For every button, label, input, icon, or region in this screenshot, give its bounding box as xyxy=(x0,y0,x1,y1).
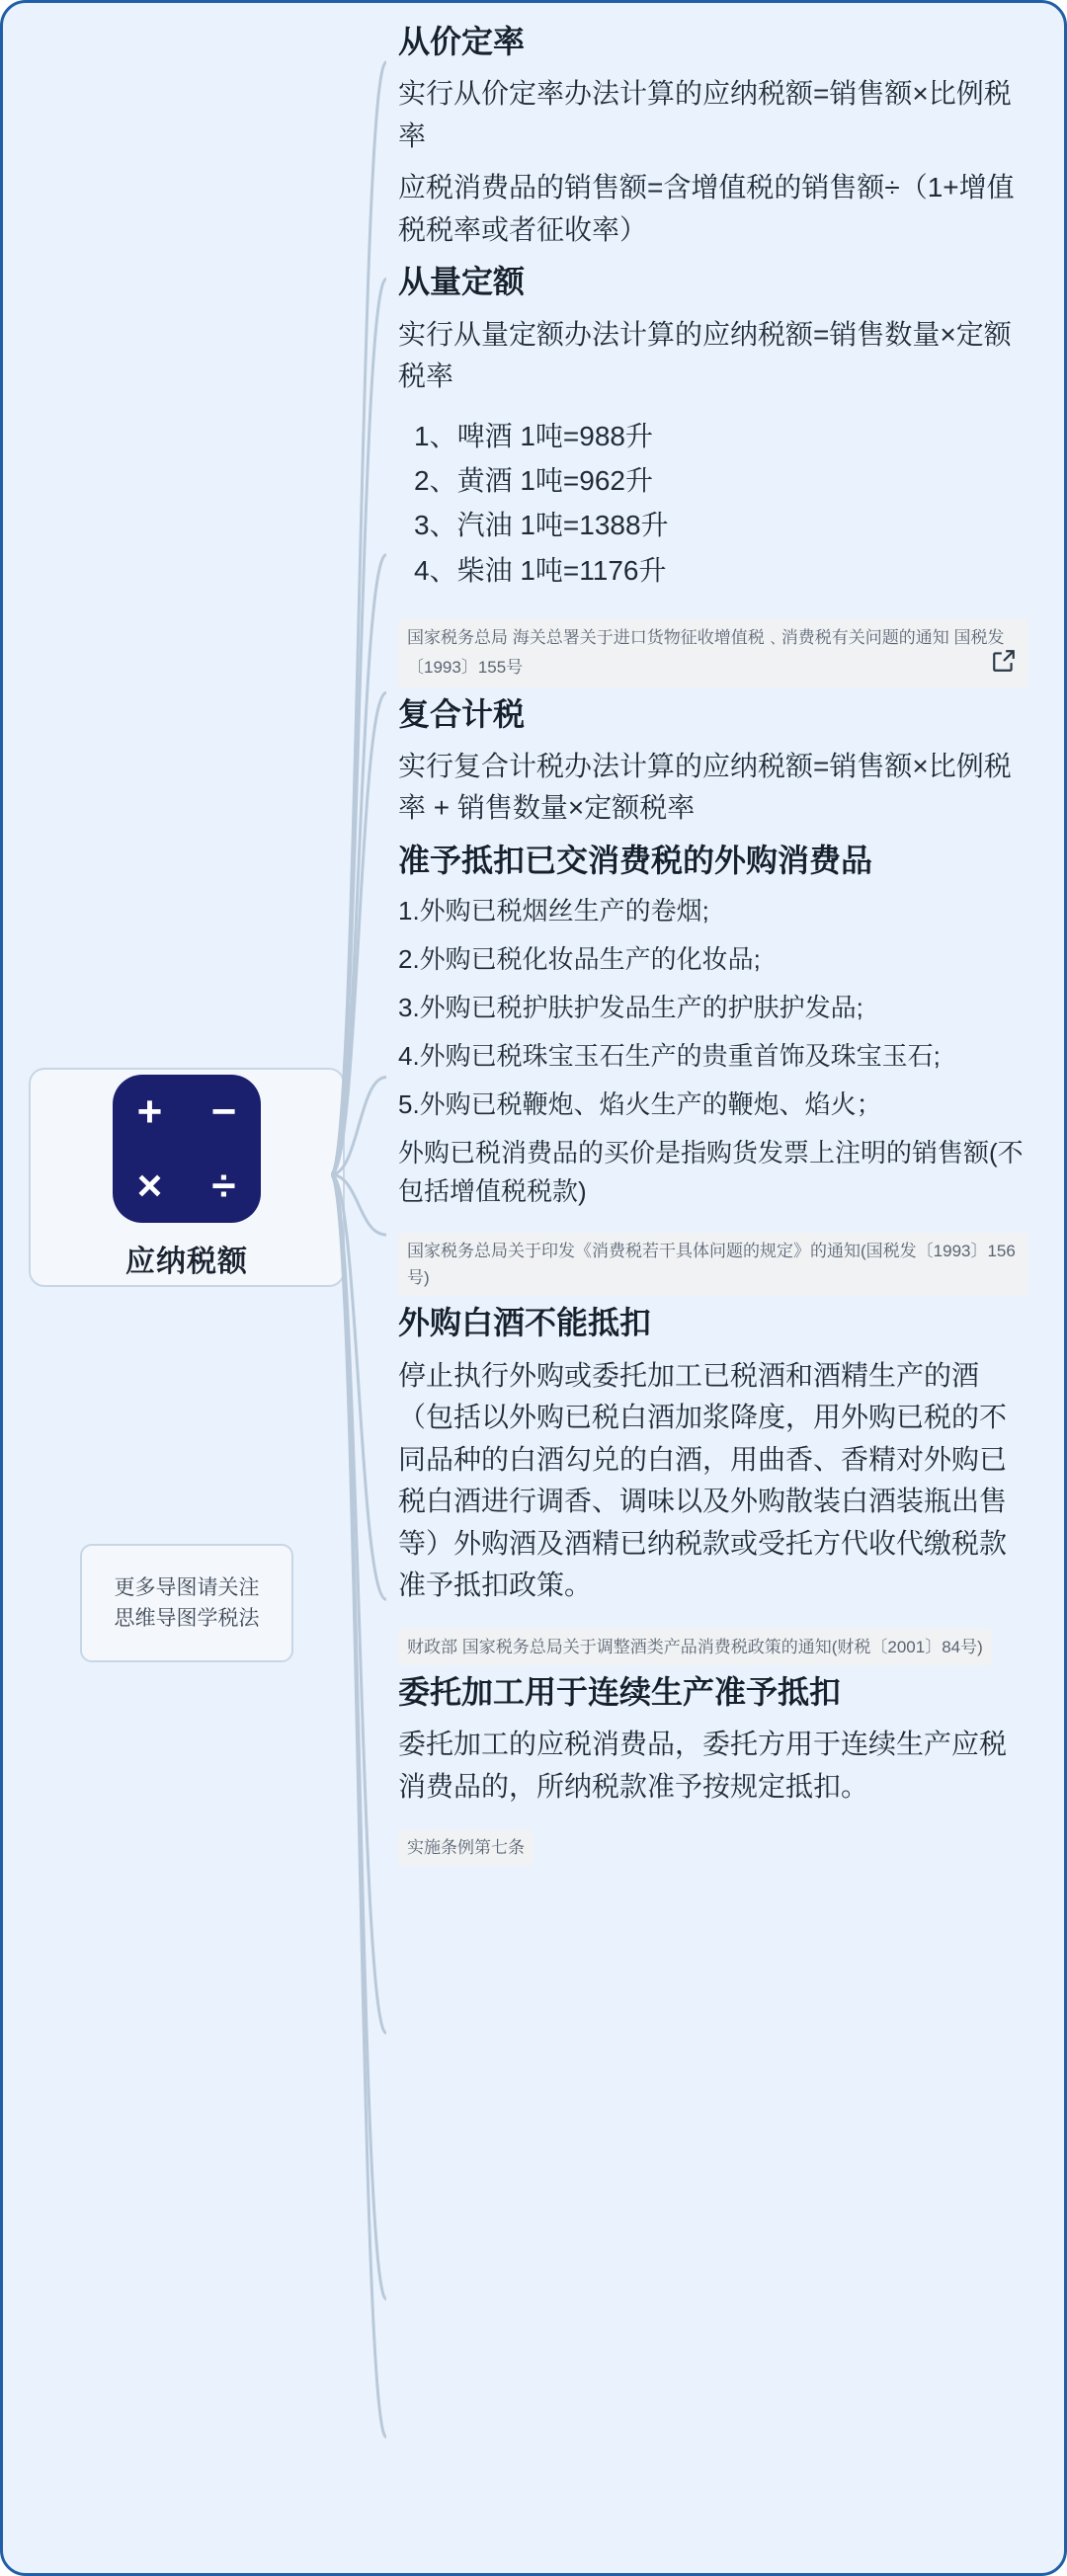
list-item: 2、黄酒 1吨=962升 xyxy=(414,465,653,497)
section-paragraph: 5.外购已税鞭炮、焰火生产的鞭炮、焰火； xyxy=(398,1089,882,1120)
section-paragraph: 实行复合计税办法计算的应纳税额=销售额×比例税率 + 销售数量×定额税率 xyxy=(398,750,1012,824)
left-node-column xyxy=(23,3,339,2573)
section-从量定额 xyxy=(386,261,1030,692)
section-委托加工用于连续生产准予抵扣 xyxy=(386,1671,1030,1872)
section-paragraph: 应税消费品的销售额=含增值税的销售额÷（1+增值税税率或者征收率） xyxy=(398,172,1015,245)
citation: 国家税务总局关于印发《消费税若干具体问题的规定》的通知(国税发〔1993〕156号) xyxy=(398,1233,1028,1296)
root-node-label: 应纳税额 xyxy=(125,1246,248,1278)
section-paragraph: 停止执行外购或委托加工已税酒和酒精生产的酒（包括以外购已税白酒加浆降度，用外购已税的不同品种的白酒勾兑的白酒，用曲香、香精对外购已税白酒进行调香、调味以及外购散装白酒装瓶出售等）外购酒及酒精已纳税款或受托方代收代缴税款准予抵扣政策。 xyxy=(398,1359,1008,1601)
calculator-icon xyxy=(113,1075,261,1223)
mindmap-content xyxy=(386,21,1030,1912)
promo-node[interactable] xyxy=(80,1544,293,1662)
section-paragraph: 2.外购已税化妆品生产的化妆品; xyxy=(398,944,761,975)
root-node-应纳税额[interactable] xyxy=(29,1068,345,1287)
promo-line-1: 更多导图请关注 xyxy=(114,1575,260,1599)
section-从价定率 xyxy=(386,21,1030,251)
list-item: 1、啤酒 1吨=988升 xyxy=(414,420,653,451)
list-item: 4、柴油 1吨=1176升 xyxy=(414,554,667,586)
section-复合计税 xyxy=(386,693,1030,830)
section-paragraph: 3.外购已税护肤护发品生产的护肤护发品; xyxy=(398,993,863,1023)
section-paragraph: 外购已税消费品的买价是指购货发票上注明的销售额(不包括增值税税款) xyxy=(398,1138,1024,1207)
plus-icon: + xyxy=(136,1087,163,1136)
citation: 国家税务总局 海关总署关于进口货物征收增值税﹑消费税有关问题的通知 国税发〔1993〕155号 xyxy=(398,618,1028,687)
section-heading: 复合计税 xyxy=(398,695,526,732)
section-准予抵扣已交消费税的外购消费品 xyxy=(386,840,1030,1303)
section-heading: 准予抵扣已交消费税的外购消费品 xyxy=(398,842,873,878)
section-heading: 外购白酒不能抵扣 xyxy=(398,1305,652,1341)
multiply-icon: × xyxy=(136,1161,163,1210)
list-item: 3、汽油 1吨=1388升 xyxy=(414,510,669,541)
citation: 财政部 国家税务总局关于调整酒类产品消费税政策的通知(财税〔2001〕84号) xyxy=(398,1629,992,1665)
section-heading: 从价定率 xyxy=(398,24,526,59)
section-paragraph: 4.外购已税珠宝玉石生产的贵重首饰及珠宝玉石; xyxy=(398,1041,941,1072)
section-paragraph: 实行从价定率办法计算的应纳税额=销售额×比例税率 xyxy=(398,78,1012,151)
section-paragraph: 1.外购已税烟丝生产的卷烟; xyxy=(398,896,709,926)
section-heading: 委托加工用于连续生产准予抵扣 xyxy=(398,1674,842,1711)
section-paragraph: 实行从量定额办法计算的应纳税额=销售数量×定额税率 xyxy=(398,318,1012,392)
section-外购白酒不能抵扣 xyxy=(386,1302,1030,1671)
divide-icon: ÷ xyxy=(211,1161,236,1210)
section-heading: 从量定额 xyxy=(398,264,526,300)
external-link-icon[interactable] xyxy=(991,648,1017,674)
promo-line-2: 思维导图学税法 xyxy=(114,1607,260,1630)
section-paragraph: 委托加工的应税消费品，委托方用于连续生产应税消费品的，所纳税款准予按规定抵扣。 xyxy=(398,1729,1008,1802)
unit-conversion-list xyxy=(398,414,1030,593)
minus-icon: − xyxy=(210,1087,237,1136)
citation: 实施条例第七条 xyxy=(398,1829,534,1866)
